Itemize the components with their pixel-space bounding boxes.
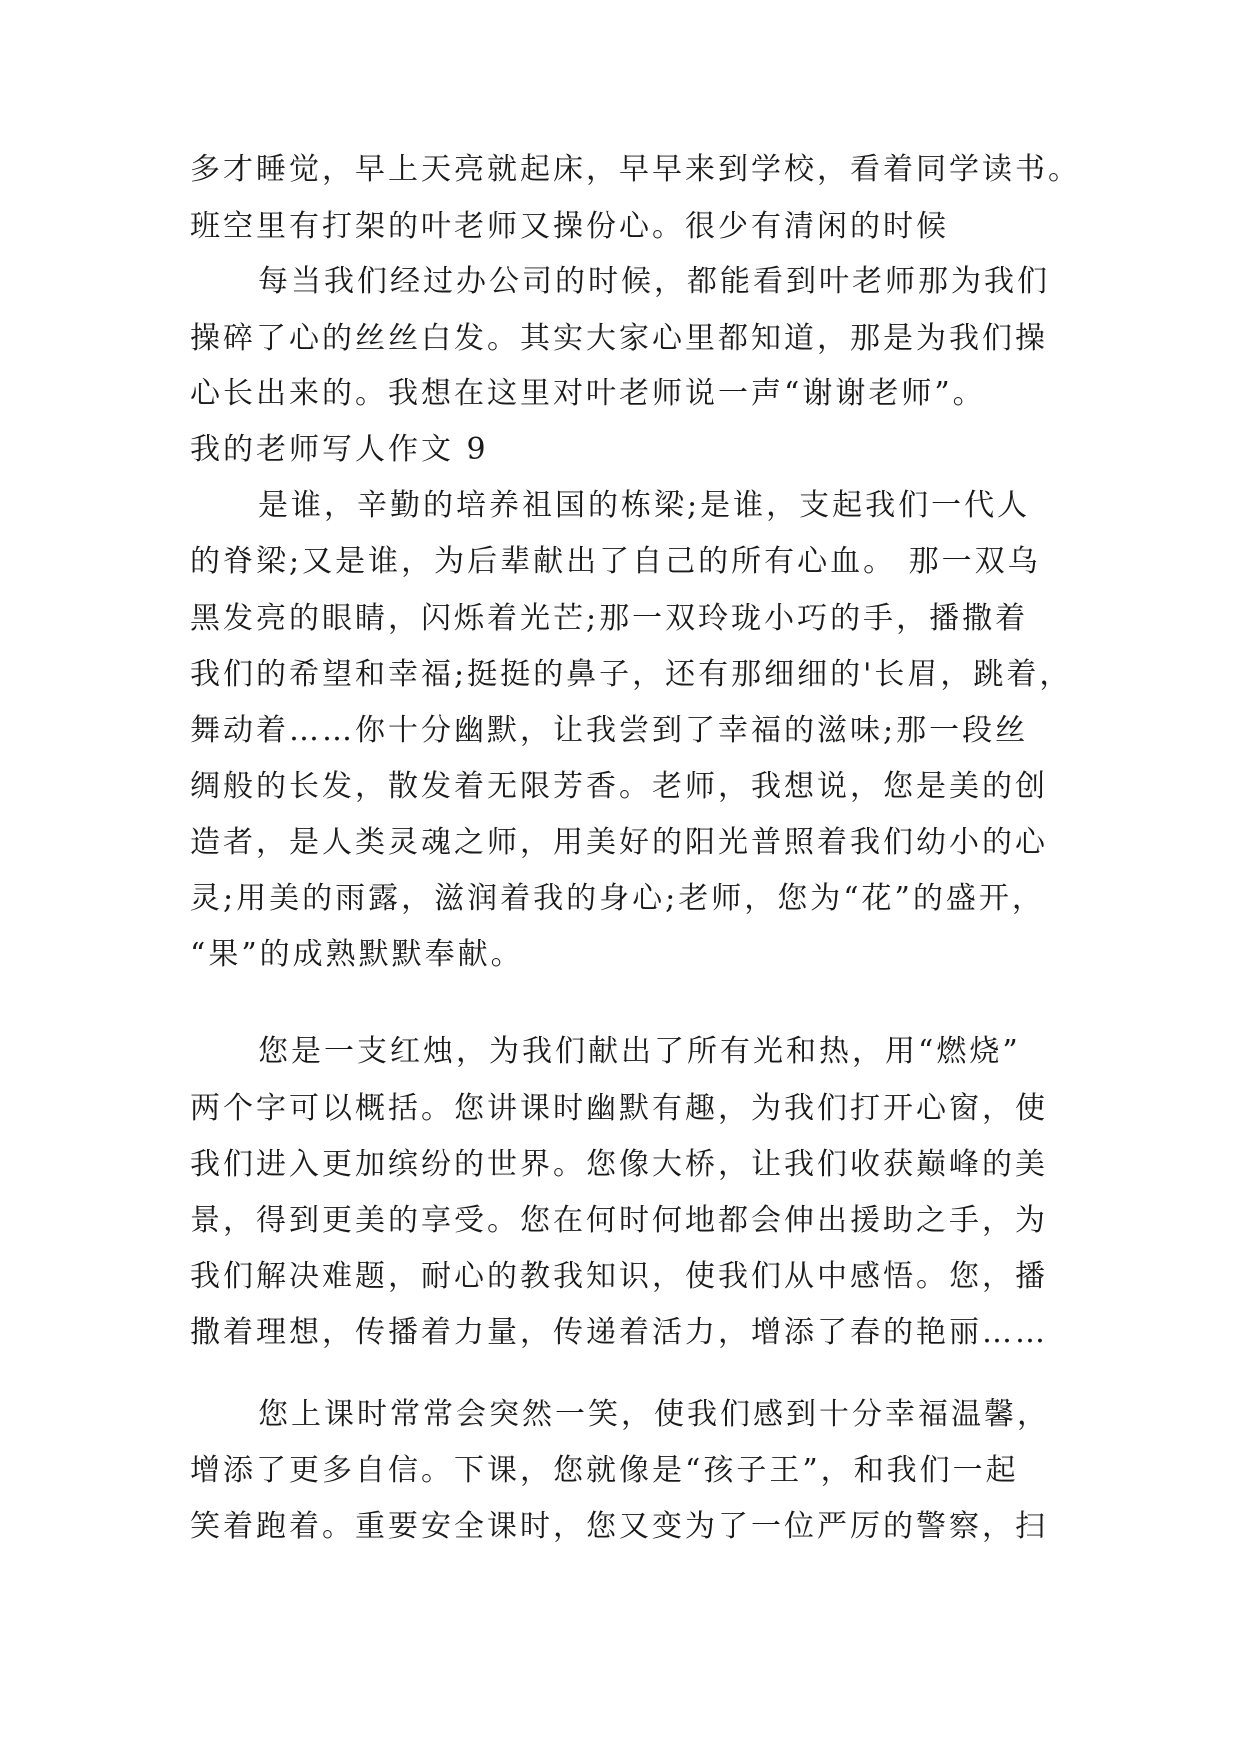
text-line-17: 两个字可以概括。您讲课时幽默有趣，为我们打开心窗，使 — [190, 1091, 1048, 1126]
text-line-9: 黑发亮的眼睛，闪烁着光芒;那一双玲珑小巧的手，播撒着 — [190, 601, 1029, 636]
text-line-22: 您上课时常常会突然一笑，使我们感到十分幸福温馨， — [258, 1397, 1050, 1432]
text-line-20: 我们解决难题，耐心的教我知识，使我们从中感悟。您，播 — [190, 1259, 1048, 1294]
text-line-11: 舞动着……你十分幽默，让我尝到了幸福的滋味;那一段丝 — [190, 713, 1029, 748]
text-line-7: 是谁，辛勤的培养祖国的栋梁;是谁，支起我们一代人 — [258, 488, 1031, 523]
text-line-10: 我们的希望和幸福;挺挺的鼻子，还有那细细的'长眉，跳着， — [190, 657, 1073, 692]
text-line-18: 我们进入更加缤纷的世界。您像大桥，让我们收获巅峰的美 — [190, 1147, 1048, 1182]
text-line-12: 绸般的长发，散发着无限芳香。老师，我想说，您是美的创 — [190, 769, 1048, 804]
text-line-2: 班空里有打架的叶老师又操份心。很少有清闲的时候 — [190, 209, 949, 244]
text-line-16: 您是一支红烛，为我们献出了所有光和热，用“燃烧” — [258, 1034, 1021, 1069]
text-line-19: 景，得到更美的享受。您在何时何地都会伸出援助之手，为 — [190, 1203, 1048, 1238]
text-line-14: 灵;用美的雨露，滋润着我的身心;老师，您为“花”的盛开， — [190, 881, 1045, 916]
section-title: 我的老师写人作文 9 — [190, 432, 489, 467]
text-line-4: 操碎了心的丝丝白发。其实大家心里都知道，那是为我们操 — [190, 321, 1048, 356]
text-line-21: 撒着理想，传播着力量，传递着活力，增添了春的艳丽…… — [190, 1315, 1048, 1350]
text-line-3: 每当我们经过办公司的时候，都能看到叶老师那为我们 — [258, 264, 1050, 299]
text-line-23: 增添了更多自信。下课，您就像是“孩子王”，和我们一起 — [190, 1453, 1019, 1488]
text-line-5: 心长出来的。我想在这里对叶老师说一声“谢谢老师”。 — [190, 376, 986, 411]
text-line-1: 多才睡觉，早上天亮就起床，早早来到学校，看着同学读书。 — [190, 152, 1081, 187]
text-line-24: 笑着跑着。重要安全课时，您又变为了一位严厉的警察，扫 — [190, 1509, 1048, 1544]
text-line-15: “果”的成熟默默奉献。 — [190, 937, 524, 972]
text-line-8: 的脊梁;又是谁，为后辈献出了自己的所有心血。 那一双乌 — [190, 544, 1041, 579]
text-line-13: 造者，是人类灵魂之师，用美好的阳光普照着我们幼小的心 — [190, 825, 1048, 860]
